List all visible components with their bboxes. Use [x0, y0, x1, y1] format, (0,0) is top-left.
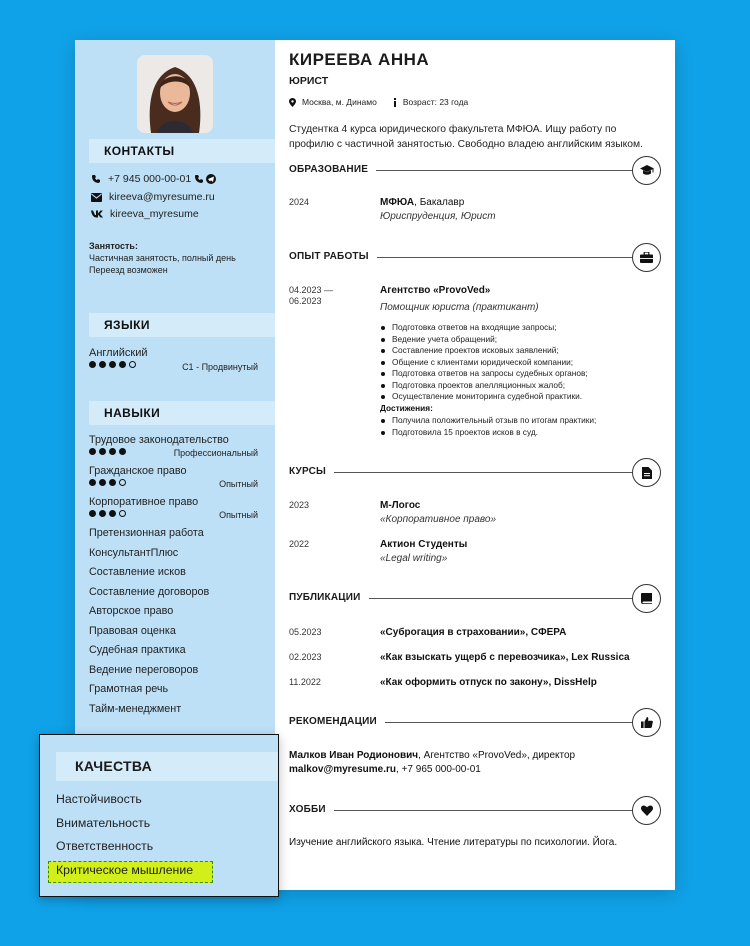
achievement-item: Получила положительный отзыв по итогам практики;	[380, 415, 596, 427]
publications-title: ПУБЛИКАЦИИ	[289, 592, 369, 603]
skill-level: Опытный	[219, 510, 258, 520]
skill-item: Судебная практика	[89, 644, 186, 656]
rating-dot-filled	[119, 361, 126, 368]
skill-item: Грамотная речь	[89, 683, 169, 695]
course-date: 2023	[289, 500, 310, 510]
recommendation-person: Малков Иван Родионович	[289, 750, 419, 761]
achievement-item: Подготовила 15 проектов исков в суд.	[380, 427, 596, 439]
recommendation-phone: , +7 965 000-00-01	[396, 764, 481, 775]
skill-item: Тайм-менеджмент	[89, 702, 182, 715]
rating-dot-empty	[129, 361, 136, 368]
rating-dot-filled	[89, 479, 96, 486]
education-date: 2024	[289, 197, 310, 207]
rating-dot-empty	[119, 479, 126, 486]
skill-item: Ведение переговоров	[89, 663, 199, 676]
languages-title: ЯЗЫКИ	[89, 313, 275, 337]
email-text: kireeva@myresume.ru	[109, 191, 215, 203]
rating-dot-filled	[89, 448, 96, 455]
employment-value: Частичная занятость, полный день	[89, 253, 236, 263]
education-org: МФЮА	[380, 197, 415, 208]
rating-dot-filled	[89, 361, 96, 368]
publication-title: «Как оформить отпуск по закону», DissHelp	[380, 677, 597, 688]
language-dots	[89, 361, 136, 368]
experience-date-to: 06.2023	[289, 296, 322, 306]
phone-icon	[91, 174, 101, 184]
publication-title: «Суброгация в страховании», СФЕРА	[380, 627, 567, 638]
vk-text: kireeva_myresume	[110, 208, 199, 220]
courses-header	[289, 458, 661, 488]
skill-level: Опытный	[219, 479, 258, 489]
thumbs-up-icon	[632, 708, 661, 737]
employment-label: Занятость:	[89, 241, 138, 251]
quality-item: Ответственность	[56, 839, 154, 853]
recommendation-contact-line	[289, 764, 661, 775]
contact-phone[interactable]	[91, 173, 223, 185]
language-level: C1 - Продвинутый	[182, 362, 258, 372]
education-field: Юриспруденция, Юрист	[380, 211, 496, 222]
age-text: Возраст: 23 года	[402, 97, 469, 107]
skill-dots	[89, 448, 126, 455]
courses-title: КУРСЫ	[289, 466, 334, 477]
publications-header	[289, 584, 661, 614]
skill-dots	[89, 479, 126, 486]
candidate-name: КИРЕЕВА АННА	[289, 50, 430, 69]
rating-dot-empty	[119, 510, 126, 517]
publication-title: «Как взыскать ущерб с перевозчика», Lex Russica	[380, 652, 630, 663]
skill-level: Профессиональный	[173, 448, 258, 458]
location-pin-icon	[289, 98, 296, 107]
vk-icon	[91, 210, 103, 218]
about-text: Студентка 4 курса юридического факультета МФЮА. Ищу работу по профилю с частичной занятостью. Свободно владею английским языком.	[289, 124, 643, 150]
experience-header	[289, 243, 661, 273]
skill-item: Претензионная работа	[89, 527, 204, 539]
publication-date: 02.2023	[289, 652, 322, 662]
info-icon	[393, 98, 397, 107]
recommendation-person-line	[289, 750, 661, 761]
telegram-icon	[206, 174, 216, 184]
skill-item: Авторское право	[89, 605, 174, 617]
document-icon	[632, 458, 661, 487]
experience-company: Агентство «ProvoVed»	[380, 285, 491, 296]
course-org: Актион Студенты	[380, 539, 468, 550]
hobby-text: Изучение английского языка. Чтение литературы по психологии. Йога.	[289, 837, 618, 848]
rating-dot-filled	[109, 479, 116, 486]
skill-name: Гражданское право	[89, 465, 187, 477]
mail-icon	[91, 193, 102, 202]
hobby-title: ХОББИ	[289, 804, 334, 815]
experience-date-from: 04.2023 —	[289, 285, 334, 295]
duty-item: Общение с клиентами юридической компании;	[380, 357, 588, 369]
hobby-header	[289, 796, 661, 826]
contact-email[interactable]	[91, 191, 215, 203]
recommendations-title: РЕКОМЕНДАЦИИ	[289, 716, 385, 727]
recommendations-header	[289, 708, 661, 738]
rating-dot-filled	[109, 510, 116, 517]
rating-dot-filled	[99, 448, 106, 455]
skills-title: НАВЫКИ	[89, 401, 275, 425]
rating-dot-filled	[109, 361, 116, 368]
experience-position: Помощник юриста (практикант)	[380, 302, 539, 313]
course-org: М-Логос	[380, 500, 421, 511]
rating-dot-filled	[89, 510, 96, 517]
publication-date: 05.2023	[289, 627, 322, 637]
quality-item: Настойчивость	[56, 792, 142, 806]
skill-dots	[89, 510, 126, 517]
profile-photo	[137, 55, 213, 133]
viber-icon	[194, 174, 204, 184]
recommendation-details: , Агентство «ProvoVed», директор	[418, 750, 576, 761]
relocation: Переезд возможен	[89, 265, 168, 275]
rating-dot-filled	[99, 479, 106, 486]
location-text: Москва, м. Динамо	[302, 97, 377, 107]
contacts-title: КОНТАКТЫ	[89, 139, 275, 163]
quality-item: Внимательность	[56, 816, 151, 830]
rating-dot-filled	[119, 448, 126, 455]
rating-dot-filled	[99, 361, 106, 368]
duty-item: Подготовка проектов апелляционных жалоб;	[380, 380, 588, 392]
briefcase-icon	[632, 243, 661, 272]
skill-item: Составление договоров	[89, 585, 210, 598]
recommendation-email[interactable]: malkov@myresume.ru	[289, 764, 397, 775]
skill-name: Трудовое законодательство	[89, 434, 229, 446]
education-entry	[380, 197, 660, 208]
course-name: «Корпоративное право»	[380, 514, 497, 525]
qualities-title: КАЧЕСТВА	[56, 752, 278, 781]
duty-item: Подготовка ответов на запросы судебных органов;	[380, 368, 588, 380]
experience-title: ОПЫТ РАБОТЫ	[289, 251, 377, 262]
phone-text: +7 945 000-00-01	[108, 173, 192, 185]
course-date: 2022	[289, 539, 310, 549]
skill-item: Правовая оценка	[89, 624, 176, 637]
candidate-role: ЮРИСТ	[289, 75, 329, 87]
publication-date: 11.2022	[289, 677, 321, 687]
skill-item: Составление исков	[89, 566, 186, 578]
experience-duties	[380, 322, 588, 403]
duty-item: Подготовка ответов на входящие запросы;	[380, 322, 588, 334]
qualities-panel	[39, 734, 279, 897]
skill-item: КонсультантПлюс	[89, 546, 179, 559]
duty-item: Составление проектов исковых заявлений;	[380, 345, 588, 357]
achievements-list	[380, 415, 596, 438]
education-title: ОБРАЗОВАНИЕ	[289, 164, 376, 175]
language-name: Английский	[89, 347, 148, 359]
duty-item: Ведение учета обращений;	[380, 334, 588, 346]
rating-dot-filled	[99, 510, 106, 517]
rating-dot-filled	[109, 448, 116, 455]
education-header	[289, 156, 661, 186]
candidate-meta	[289, 97, 468, 107]
skill-name: Корпоративное право	[89, 496, 199, 508]
education-degree: , Бакалавр	[414, 197, 465, 208]
graduation-cap-icon	[632, 156, 661, 185]
book-icon	[632, 584, 661, 613]
achievements-label: Достижения:	[380, 403, 433, 413]
contact-vk[interactable]	[91, 208, 199, 220]
heart-icon	[632, 796, 661, 825]
duty-item: Осуществление мониторинга судебной практики.	[380, 391, 588, 403]
course-name: «Legal writing»	[380, 553, 448, 564]
quality-item-highlighted[interactable]: Критическое мышление	[56, 863, 194, 877]
